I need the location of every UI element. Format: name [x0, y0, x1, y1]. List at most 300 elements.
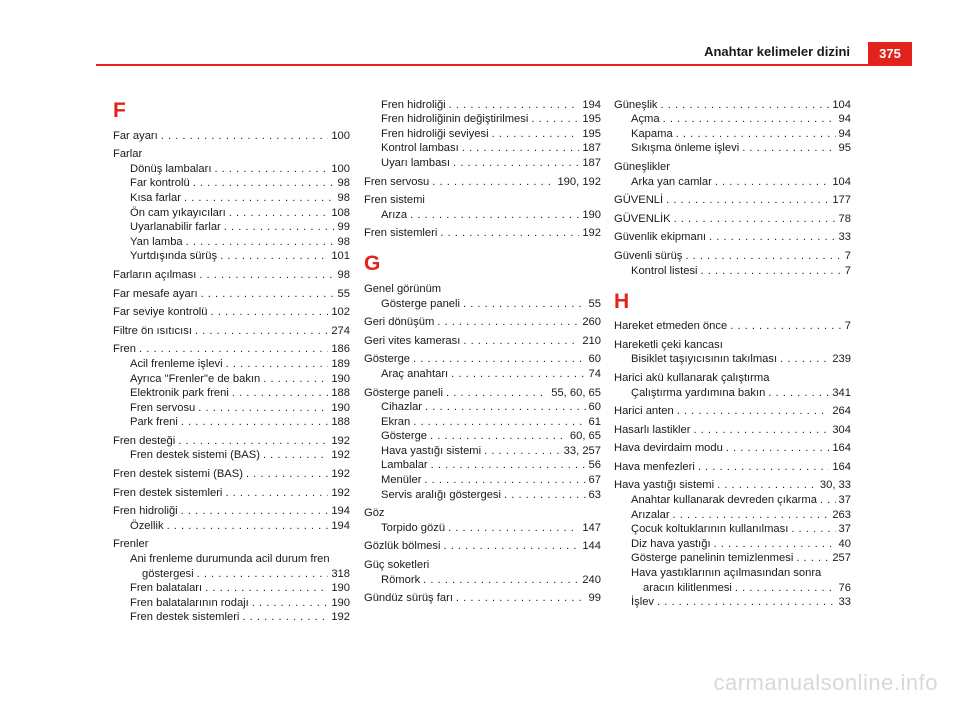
entry-term: Park freni — [130, 416, 178, 429]
dot-leader — [193, 176, 335, 190]
index-subentry — [614, 112, 851, 127]
entry-page-ref: 94 — [838, 127, 851, 140]
entry-page-ref: 192 — [331, 486, 350, 499]
entry-term: Farların açılması — [113, 268, 197, 281]
index-entry — [614, 211, 851, 226]
dot-leader — [663, 112, 836, 126]
entry-term: Far mesafe ayarı — [113, 287, 198, 300]
index-subentry — [364, 97, 601, 112]
entry-page-ref: 94 — [838, 113, 851, 126]
entry-term: Fren balataları — [130, 582, 203, 595]
dot-leader — [181, 415, 328, 429]
index-column-3 — [614, 97, 851, 609]
index-subentry — [614, 263, 851, 278]
index-entry — [113, 504, 350, 519]
dot-leader — [714, 537, 836, 551]
entry-page-ref: 190 — [331, 582, 350, 595]
index-subentry — [614, 565, 851, 580]
index-entry — [113, 128, 350, 143]
dot-leader — [199, 268, 334, 282]
entry-page-ref: 195 — [582, 113, 601, 126]
entry-page-ref: 102 — [331, 306, 350, 319]
entry-page-ref: 195 — [582, 127, 601, 140]
dot-leader — [463, 334, 579, 348]
index-subentry — [113, 595, 350, 610]
dot-leader — [676, 127, 836, 141]
index-entry — [113, 305, 350, 320]
index-entry — [364, 193, 601, 208]
entry-page-ref: 60 — [588, 353, 601, 366]
index-subentry — [113, 415, 350, 430]
entry-page-ref: 33 — [838, 596, 851, 609]
dot-leader — [225, 486, 328, 500]
dot-leader — [698, 460, 829, 474]
dot-leader — [252, 596, 329, 610]
index-subentry — [113, 234, 350, 249]
index-subentry — [113, 610, 350, 625]
dot-leader — [693, 423, 829, 437]
entry-page-ref: 164 — [832, 442, 851, 455]
entry-term: Frenler — [113, 538, 149, 551]
index-subentry — [364, 155, 601, 170]
entry-page-ref: 40 — [838, 537, 851, 550]
index-subentry — [113, 176, 350, 191]
entry-term: Lambalar — [381, 459, 428, 472]
entry-page-ref: 240 — [582, 573, 601, 586]
index-entry — [113, 267, 350, 282]
dot-leader — [431, 458, 586, 472]
entry-page-ref: 98 — [337, 191, 350, 204]
index-entry — [113, 286, 350, 301]
entry-term: Bisiklet taşıyıcısının takılması — [631, 353, 778, 366]
entry-page-ref: 99 — [337, 221, 350, 234]
index-entry — [364, 315, 601, 330]
entry-term: Fren servosu — [130, 401, 196, 414]
dot-leader — [717, 478, 817, 492]
entry-page-ref: 100 — [331, 162, 350, 175]
entry-page-ref: 37 — [838, 494, 851, 507]
dot-leader — [677, 404, 830, 418]
dot-leader — [430, 429, 567, 443]
entry-term: Araç anahtarı — [381, 367, 449, 380]
entry-term: Fren hidroliği seviyesi — [381, 127, 489, 140]
entry-term: Fren hidroliği — [113, 505, 178, 518]
index-subentry — [614, 492, 851, 507]
entry-term: Yan lamba — [130, 235, 183, 248]
index-subentry — [113, 386, 350, 401]
index-subentry — [364, 296, 601, 311]
entry-page-ref: 274 — [331, 324, 350, 337]
entry-term: Torpido gözü — [381, 521, 446, 534]
entry-term: Acil frenleme işlevi — [130, 357, 223, 370]
index-entry — [614, 422, 851, 437]
index-subentry — [113, 249, 350, 264]
entry-term: Açma — [631, 113, 660, 126]
entry-term: Hava yastığı sistemi — [381, 444, 482, 457]
index-entry — [364, 591, 601, 606]
entry-page-ref: 194 — [582, 98, 601, 111]
index-subentry — [614, 174, 851, 189]
index-entry — [614, 159, 851, 174]
dot-leader — [198, 401, 328, 415]
entry-page-ref: 147 — [582, 521, 601, 534]
index-subentry — [113, 581, 350, 596]
entry-page-ref: 60, 65 — [569, 430, 601, 443]
entry-page-ref: 188 — [331, 387, 350, 400]
index-entry — [614, 248, 851, 263]
entry-page-ref: 55, 60, 65 — [551, 386, 601, 399]
entry-term: Dönüş lambaları — [130, 162, 212, 175]
entry-page-ref: 192 — [331, 434, 350, 447]
index-subentry — [113, 205, 350, 220]
entry-page-ref: 190 — [582, 208, 601, 221]
dot-leader — [220, 249, 328, 263]
entry-term: Anahtar kullanarak devreden çıkarma — [631, 494, 817, 507]
entry-page-ref: 264 — [832, 405, 851, 418]
entry-term: Kapama — [631, 127, 673, 140]
entry-term: Hava devirdaim modu — [614, 442, 723, 455]
dot-leader — [413, 352, 586, 366]
dot-leader — [184, 191, 335, 205]
index-subentry — [364, 207, 601, 222]
dot-leader — [232, 386, 328, 400]
entry-term: Geri dönüşüm — [364, 316, 435, 329]
entry-term: Sıkışma önleme işlevi — [631, 142, 740, 155]
entry-term: Gündüz sürüş farı — [364, 592, 453, 605]
index-subentry — [614, 126, 851, 141]
dot-leader — [462, 141, 580, 155]
entry-page-ref: 78 — [838, 212, 851, 225]
entry-term: Diz hava yastığı — [631, 537, 711, 550]
entry-page-ref: 164 — [832, 460, 851, 473]
dot-leader — [224, 220, 335, 234]
index-subentry — [113, 518, 350, 533]
index-subentry — [364, 414, 601, 429]
dot-leader — [242, 610, 328, 624]
index-entry — [614, 97, 851, 112]
dot-leader — [263, 372, 328, 386]
entry-page-ref: 55 — [337, 287, 350, 300]
entry-term: Fren hidroliği — [381, 98, 446, 111]
entry-term: Hava menfezleri — [614, 460, 695, 473]
index-subentry — [614, 385, 851, 400]
index-subentry — [364, 443, 601, 458]
entry-term: Gösterge — [364, 353, 411, 366]
entry-page-ref: 61 — [588, 415, 601, 428]
dot-leader — [742, 141, 835, 155]
dot-leader — [484, 444, 561, 458]
entry-page-ref: 194 — [331, 505, 350, 518]
entry-term: Özellik — [130, 519, 164, 532]
dot-leader — [246, 467, 328, 481]
index-entry — [113, 433, 350, 448]
entry-page-ref: 177 — [832, 194, 851, 207]
entry-page-ref: 192 — [582, 227, 601, 240]
entry-page-ref: 74 — [588, 367, 601, 380]
index-subentry — [614, 141, 851, 156]
entry-page-ref: 98 — [337, 235, 350, 248]
entry-page-ref: 98 — [337, 177, 350, 190]
dot-leader — [410, 208, 579, 222]
dot-leader — [453, 156, 579, 170]
entry-page-ref: 37 — [838, 523, 851, 536]
entry-term: Arızalar — [631, 508, 670, 521]
index-subentry — [113, 190, 350, 205]
entry-term: Genel görünüm — [364, 282, 442, 295]
entry-page-ref: 104 — [832, 98, 851, 111]
entry-term: Fren desteği — [113, 434, 176, 447]
entry-term: Gösterge paneli — [381, 297, 460, 310]
entry-page-ref: 56 — [588, 459, 601, 472]
dot-leader — [735, 581, 836, 595]
entry-term: Harici anten — [614, 405, 674, 418]
entry-page-ref: 99 — [588, 592, 601, 605]
dot-leader — [413, 415, 585, 429]
entry-page-ref: 144 — [582, 540, 601, 553]
dot-leader — [161, 129, 329, 143]
index-entry — [614, 337, 851, 352]
index-subentry — [364, 141, 601, 156]
entry-term: Göz — [364, 507, 385, 520]
index-column-1 — [113, 97, 350, 624]
header-rule — [96, 64, 868, 66]
dot-leader — [657, 595, 836, 609]
entry-term: Çalıştırma yardımına bakın — [631, 386, 766, 399]
index-subentry — [113, 356, 350, 371]
entry-page-ref: 33, 257 — [563, 444, 601, 457]
index-entry — [614, 319, 851, 334]
entry-page-ref: 95 — [838, 142, 851, 155]
index-entry — [113, 323, 350, 338]
entry-term: GÜVENLİ — [614, 194, 664, 207]
index-subentry — [364, 487, 601, 502]
index-subentry — [364, 472, 601, 487]
entry-term: Fren servosu — [364, 175, 430, 188]
dot-leader — [425, 400, 586, 414]
dot-leader — [424, 473, 585, 487]
entry-page-ref: 341 — [832, 386, 851, 399]
index-subentry — [614, 580, 851, 595]
entry-term: Fren sistemleri — [364, 227, 438, 240]
index-subentry — [614, 352, 851, 367]
entry-term: Kontrol lambası — [381, 142, 459, 155]
index-entry — [113, 147, 350, 162]
entry-term: Arka yan camlar — [631, 175, 712, 188]
entry-term: Fren hidroliğinin değiştirilmesi — [381, 113, 529, 126]
dot-leader — [661, 98, 830, 112]
index-entry — [113, 537, 350, 552]
index-entry — [364, 557, 601, 572]
entry-page-ref: 192 — [331, 449, 350, 462]
index-entry — [364, 226, 601, 241]
index-entry — [614, 230, 851, 245]
dot-leader — [440, 226, 579, 240]
index-subentry — [113, 161, 350, 176]
index-subentry — [113, 448, 350, 463]
index-subentry — [364, 458, 601, 473]
entry-page-ref: 33 — [838, 231, 851, 244]
index-subentry — [364, 366, 601, 381]
entry-page-ref: 30, 33 — [819, 479, 851, 492]
entry-page-ref: 76 — [838, 581, 851, 594]
entry-term: Hareket etmeden önce — [614, 320, 728, 333]
entry-page-ref: 260 — [582, 316, 601, 329]
entry-term: Fren destek sistemi (BAS) — [113, 468, 243, 481]
index-entry — [614, 441, 851, 456]
dot-leader — [211, 305, 329, 319]
entry-page-ref: 210 — [582, 334, 601, 347]
watermark: carmanualsonline.info — [713, 670, 938, 695]
index-entry — [364, 385, 601, 400]
entry-term: Far seviye kontrolü — [113, 306, 208, 319]
entry-page-ref: 100 — [331, 129, 350, 142]
dot-leader — [201, 287, 335, 301]
entry-term: Fren destek sistemleri — [130, 611, 240, 624]
dot-leader — [673, 508, 830, 522]
index-subentry — [614, 507, 851, 522]
entry-term: Gösterge paneli — [364, 386, 443, 399]
dot-leader — [701, 264, 842, 278]
page-number-badge: 375 — [868, 42, 912, 66]
entry-page-ref: 190 — [331, 372, 350, 385]
index-subentry — [113, 220, 350, 235]
entry-term: Yurtdışında sürüş — [130, 250, 218, 263]
entry-term: Hava yastığı sistemi — [614, 479, 715, 492]
dot-leader — [226, 357, 329, 371]
entry-term: Fren — [113, 343, 137, 356]
entry-page-ref: 187 — [582, 142, 601, 155]
dot-leader — [791, 522, 835, 536]
entry-page-ref: 192 — [331, 611, 350, 624]
entry-page-ref: 190, 192 — [557, 175, 601, 188]
entry-term: Kontrol listesi — [631, 264, 698, 277]
entry-page-ref: 187 — [582, 156, 601, 169]
entry-page-ref: 190 — [331, 596, 350, 609]
index-subentry — [113, 371, 350, 386]
entry-term: Ani frenleme durumunda acil durum fren — [130, 553, 330, 566]
index-subentry — [614, 595, 851, 610]
dot-leader — [666, 193, 829, 207]
index-subentry — [113, 551, 350, 566]
entry-page-ref: 63 — [588, 488, 601, 501]
entry-page-ref: 55 — [588, 297, 601, 310]
entry-page-ref: 304 — [832, 423, 851, 436]
dot-leader — [685, 249, 841, 263]
index-entry — [364, 281, 601, 296]
entry-term: Cihazlar — [381, 401, 423, 414]
entry-page-ref: 263 — [832, 508, 851, 521]
section-letter-h: H — [614, 289, 630, 313]
entry-term: Farlar — [113, 148, 143, 161]
dot-leader — [796, 551, 829, 565]
index-subentry — [113, 566, 350, 581]
dot-leader — [531, 112, 579, 126]
entry-term: İşlev — [631, 596, 655, 609]
entry-term: Harici akü kullanarak çalıştırma — [614, 371, 770, 384]
entry-page-ref: 194 — [331, 519, 350, 532]
entry-term: Fren destek sistemi (BAS) — [130, 449, 260, 462]
index-entry — [614, 478, 851, 493]
dot-leader — [197, 567, 329, 581]
index-subentry — [364, 112, 601, 127]
entry-term: Fren destek sistemleri — [113, 486, 223, 499]
index-subentry — [364, 520, 601, 535]
entry-term: Güvenli sürüş — [614, 249, 683, 262]
entry-term: GÜVENLİK — [614, 212, 671, 225]
entry-term: Kısa farlar — [130, 191, 181, 204]
index-entry — [614, 370, 851, 385]
entry-page-ref: 7 — [844, 320, 851, 333]
entry-page-ref: 257 — [832, 552, 851, 565]
entry-term: Uyarı lambası — [381, 156, 451, 169]
index-subentry — [364, 429, 601, 444]
entry-page-ref: 188 — [331, 416, 350, 429]
entry-page-ref: 7 — [844, 264, 851, 277]
entry-term: Uyarlanabilir farlar — [130, 221, 221, 234]
entry-page-ref: 60 — [588, 401, 601, 414]
entry-term: Far kontrolü — [130, 177, 190, 190]
dot-leader — [820, 493, 836, 507]
entry-term: Güneşlik — [614, 98, 658, 111]
entry-term: Geri vites kamerası — [364, 334, 461, 347]
entry-page-ref: 104 — [832, 175, 851, 188]
entry-term: Fren sistemi — [364, 194, 425, 207]
index-entry — [614, 404, 851, 419]
entry-term: Güç soketleri — [364, 559, 430, 572]
index-entry — [113, 342, 350, 357]
entry-term: Far ayarı — [113, 129, 158, 142]
dot-leader — [709, 230, 836, 244]
dot-leader — [448, 521, 579, 535]
index-subentry — [614, 536, 851, 551]
index-column-2 — [364, 97, 601, 605]
entry-term: Çocuk koltuklarının kullanılması — [631, 523, 789, 536]
entry-page-ref: 101 — [331, 250, 350, 263]
entry-term: Güneşlikler — [614, 160, 670, 173]
entry-term: Hareketli çeki kancası — [614, 338, 723, 351]
entry-term: Ekran — [381, 415, 411, 428]
entry-term: Gösterge — [381, 430, 428, 443]
entry-page-ref: 186 — [331, 343, 350, 356]
dot-leader — [456, 591, 586, 605]
dot-leader — [451, 367, 585, 381]
entry-term: Römork — [381, 573, 421, 586]
dot-leader — [504, 488, 586, 502]
index-entry — [113, 485, 350, 500]
index-entry — [113, 466, 350, 481]
entry-page-ref: 318 — [331, 567, 350, 580]
entry-term: Elektronik park freni — [130, 387, 229, 400]
entry-term: Filtre ön ısıtıcısı — [113, 324, 192, 337]
entry-term: Ayrıca "Frenler"e de bakın — [130, 372, 261, 385]
dot-leader — [139, 342, 328, 356]
dot-leader — [463, 297, 586, 311]
dot-leader — [229, 206, 329, 220]
entry-page-ref: 189 — [331, 357, 350, 370]
entry-term: göstergesi — [142, 567, 194, 580]
dot-leader — [443, 539, 579, 553]
dot-leader — [195, 324, 328, 338]
dot-leader — [205, 581, 328, 595]
dot-leader — [492, 127, 580, 141]
section-letter-f: F — [113, 99, 126, 122]
dot-leader — [674, 212, 836, 226]
entry-term: Servis aralığı göstergesi — [381, 488, 502, 501]
dot-leader — [726, 441, 830, 455]
entry-page-ref: 108 — [331, 206, 350, 219]
entry-page-ref: 190 — [331, 401, 350, 414]
index-subentry — [364, 400, 601, 415]
